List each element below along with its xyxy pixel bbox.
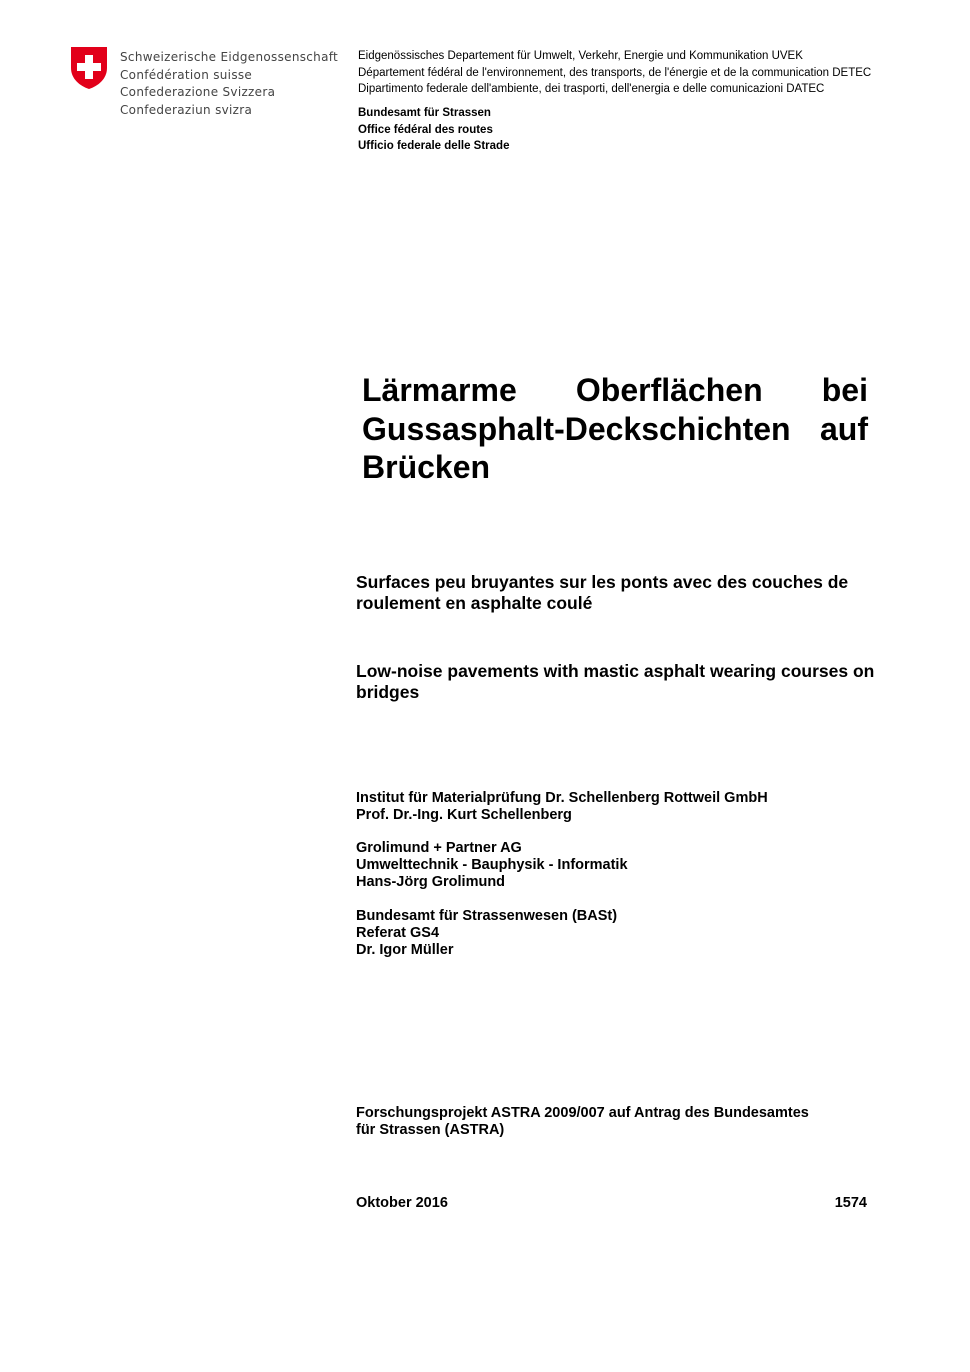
title-word: Brücken (362, 449, 491, 485)
office-names (358, 105, 509, 155)
author-block-1 (356, 790, 768, 824)
research-project-note (356, 1105, 809, 1139)
confederation-rm: Confederaziun svizra (120, 102, 253, 117)
title-word: Gussasphalt-Deckschichten (362, 410, 791, 447)
confederation-it: Confederazione Svizzera (120, 85, 276, 99)
report-number: 1574 (834, 1195, 867, 1211)
author-department: Umwelttechnik - Bauphysik - Informatik (356, 857, 628, 873)
publication-date: Oktober 2016 (356, 1195, 448, 1211)
author-block-3 (356, 908, 617, 959)
report-footer (356, 1195, 867, 1211)
title-word: Oberflächen (575, 372, 763, 408)
department-names (358, 48, 871, 98)
department-it: Dipartimento federale dell'ambiente, dei trasporti, dell'energia e delle comunicazioni DATEC (358, 83, 825, 95)
office-it: Ufficio federale delle Strade (358, 140, 510, 152)
author-name: Dr. Igor Müller (356, 942, 454, 958)
confederation-de: Schweizerische Eidgenossenschaft (120, 50, 339, 64)
author-institution: Grolimund + Partner AG (356, 840, 522, 856)
department-fr: Département fédéral de l'environnement, des transports, de l'énergie et de la communication DETEC (358, 66, 872, 79)
author-institution: Institut für Materialprüfung Dr. Schellenberg Rottweil GmbH (356, 790, 768, 806)
author-block-2 (356, 840, 628, 891)
confederation-names (120, 49, 338, 119)
author-department: Referat GS4 (356, 925, 440, 941)
swiss-coat-of-arms-icon (70, 46, 108, 90)
project-line-2: für Strassen (ASTRA) (356, 1122, 505, 1138)
title-line-3 (362, 448, 868, 487)
title-line-1 (362, 371, 868, 410)
title-word: Lärmarme (362, 372, 517, 408)
title-line-2 (362, 410, 868, 449)
department-de: Eidgenössisches Departement für Umwelt, Verkehr, Energie und Kommunikation UVEK (358, 50, 803, 62)
title-word: bei (821, 372, 868, 408)
office-de: Bundesamt für Strassen (358, 107, 491, 119)
report-title (362, 371, 868, 487)
subtitle-french: Surfaces peu bruyantes sur les ponts avec des couches de roulement en asphalte coulé (356, 572, 849, 613)
author-institution: Bundesamt für Strassenwesen (BASt) (356, 908, 618, 924)
title-word: auf (820, 410, 868, 447)
office-fr: Office fédéral des routes (358, 123, 493, 136)
confederation-fr: Confédération suisse (120, 67, 253, 82)
author-name: Hans-Jörg Grolimund (356, 874, 506, 890)
project-line-1: Forschungsprojekt ASTRA 2009/007 auf Antrag des Bundesamtes (356, 1105, 809, 1121)
subtitle-english: Low-noise pavements with mastic asphalt wearing courses on bridges (356, 661, 875, 702)
author-name: Prof. Dr.-Ing. Kurt Schellenberg (356, 807, 572, 823)
